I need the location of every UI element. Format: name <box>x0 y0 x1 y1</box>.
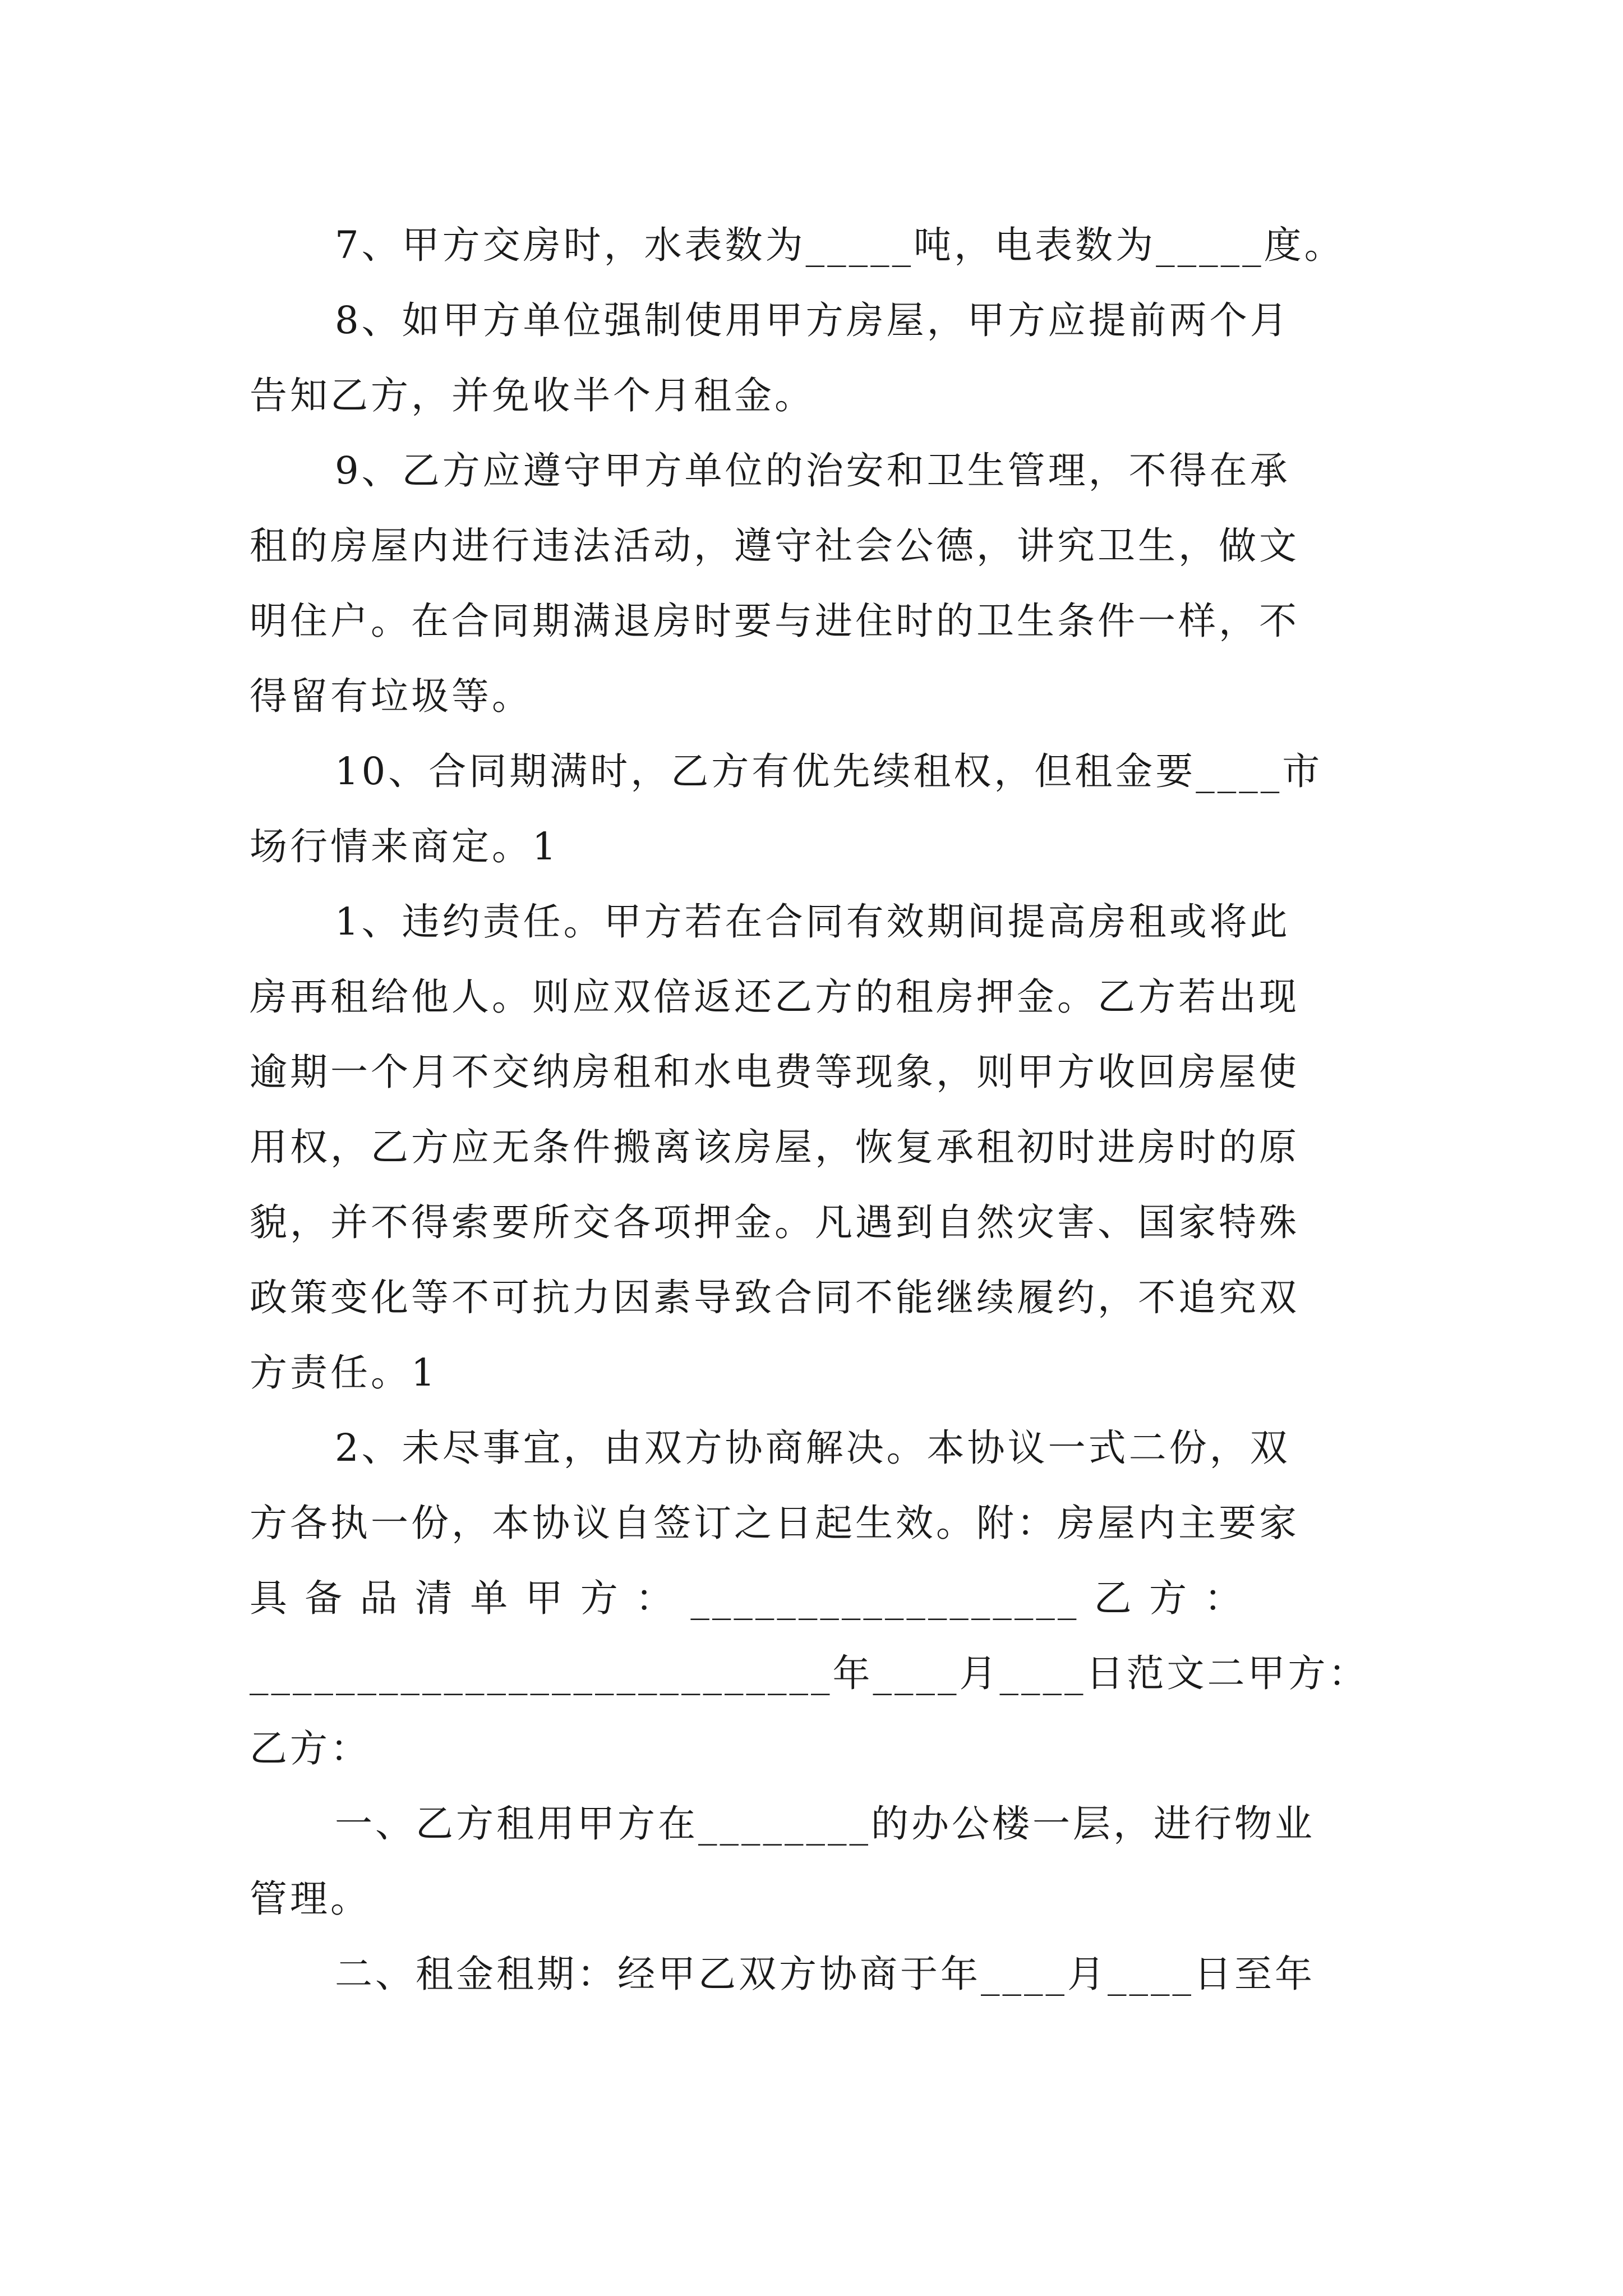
clause-11-line-7: 方责任。1 <box>250 1351 438 1395</box>
clause-9-line-1: 9、乙方应遵守甲方单位的治安和卫生管理，不得在承 <box>335 449 1290 493</box>
clause-11-line-4: 用权，乙方应无条件搬离该房屋，恢复承租初时进房时的原 <box>250 1125 1299 1169</box>
clause-11-line-1: 1、违约责任。甲方若在合同有效期间提高房租或将此 <box>335 900 1290 944</box>
signature-line-3: 乙方： <box>250 1727 371 1770</box>
template2-clause-1-line-2: 管理。 <box>250 1877 371 1921</box>
template2-clause-2-line-1: 二、租金租期：经甲乙双方协商于年____月____日至年 <box>335 1952 1315 1996</box>
clause-12-line-1: 2、未尽事宜，由双方协商解决。本协议一式二份，双 <box>335 1426 1290 1470</box>
clause-10-line-2: 场行情来商定。1 <box>250 825 559 868</box>
template2-clause-1-line-1: 一、乙方租用甲方在________的办公楼一层，进行物业 <box>335 1802 1315 1846</box>
clause-12-line-2: 方各执一份，本协议自签订之日起生效。附：房屋内主要家 <box>250 1501 1299 1545</box>
clause-9-line-2: 租的房屋内进行违法活动，遵守社会公德，讲究卫生，做文 <box>250 524 1299 568</box>
clause-11-line-5: 貌，并不得索要所交各项押金。凡遇到自然灾害、国家特殊 <box>250 1200 1299 1244</box>
clause-9-line-4: 得留有垃圾等。 <box>250 674 532 718</box>
clause-11-line-6: 政策变化等不可抗力因素导致合同不能继续履约，不追究双 <box>250 1276 1299 1319</box>
clause-7-line: 7、甲方交房时，水表数为_____吨，电表数为_____度。 <box>335 223 1345 267</box>
contract-body <box>250 208 1377 2012</box>
signature-line-1: 具 备 品 清 单 甲 方 ： __________________ 乙 方 ： <box>250 1576 1245 1620</box>
clause-9-line-3: 明住户。在合同期满退房时要与进住时的卫生条件一样，不 <box>250 599 1299 643</box>
clause-11-line-3: 逾期一个月不交纳房租和水电费等现象，则甲方收回房屋使 <box>250 1050 1299 1094</box>
clause-8-line-2: 告知乙方，并免收半个月租金。 <box>250 374 815 417</box>
signature-line-2: ___________________________年____月____日范文二甲方： <box>250 1651 1369 1695</box>
clause-11-line-2: 房再租给他人。则应双倍返还乙方的租房押金。乙方若出现 <box>250 975 1299 1019</box>
clause-8-line-1: 8、如甲方单位强制使用甲方房屋，甲方应提前两个月 <box>335 298 1290 342</box>
clause-10-line-1: 10、合同期满时，乙方有优先续租权，但租金要____市 <box>335 749 1323 793</box>
